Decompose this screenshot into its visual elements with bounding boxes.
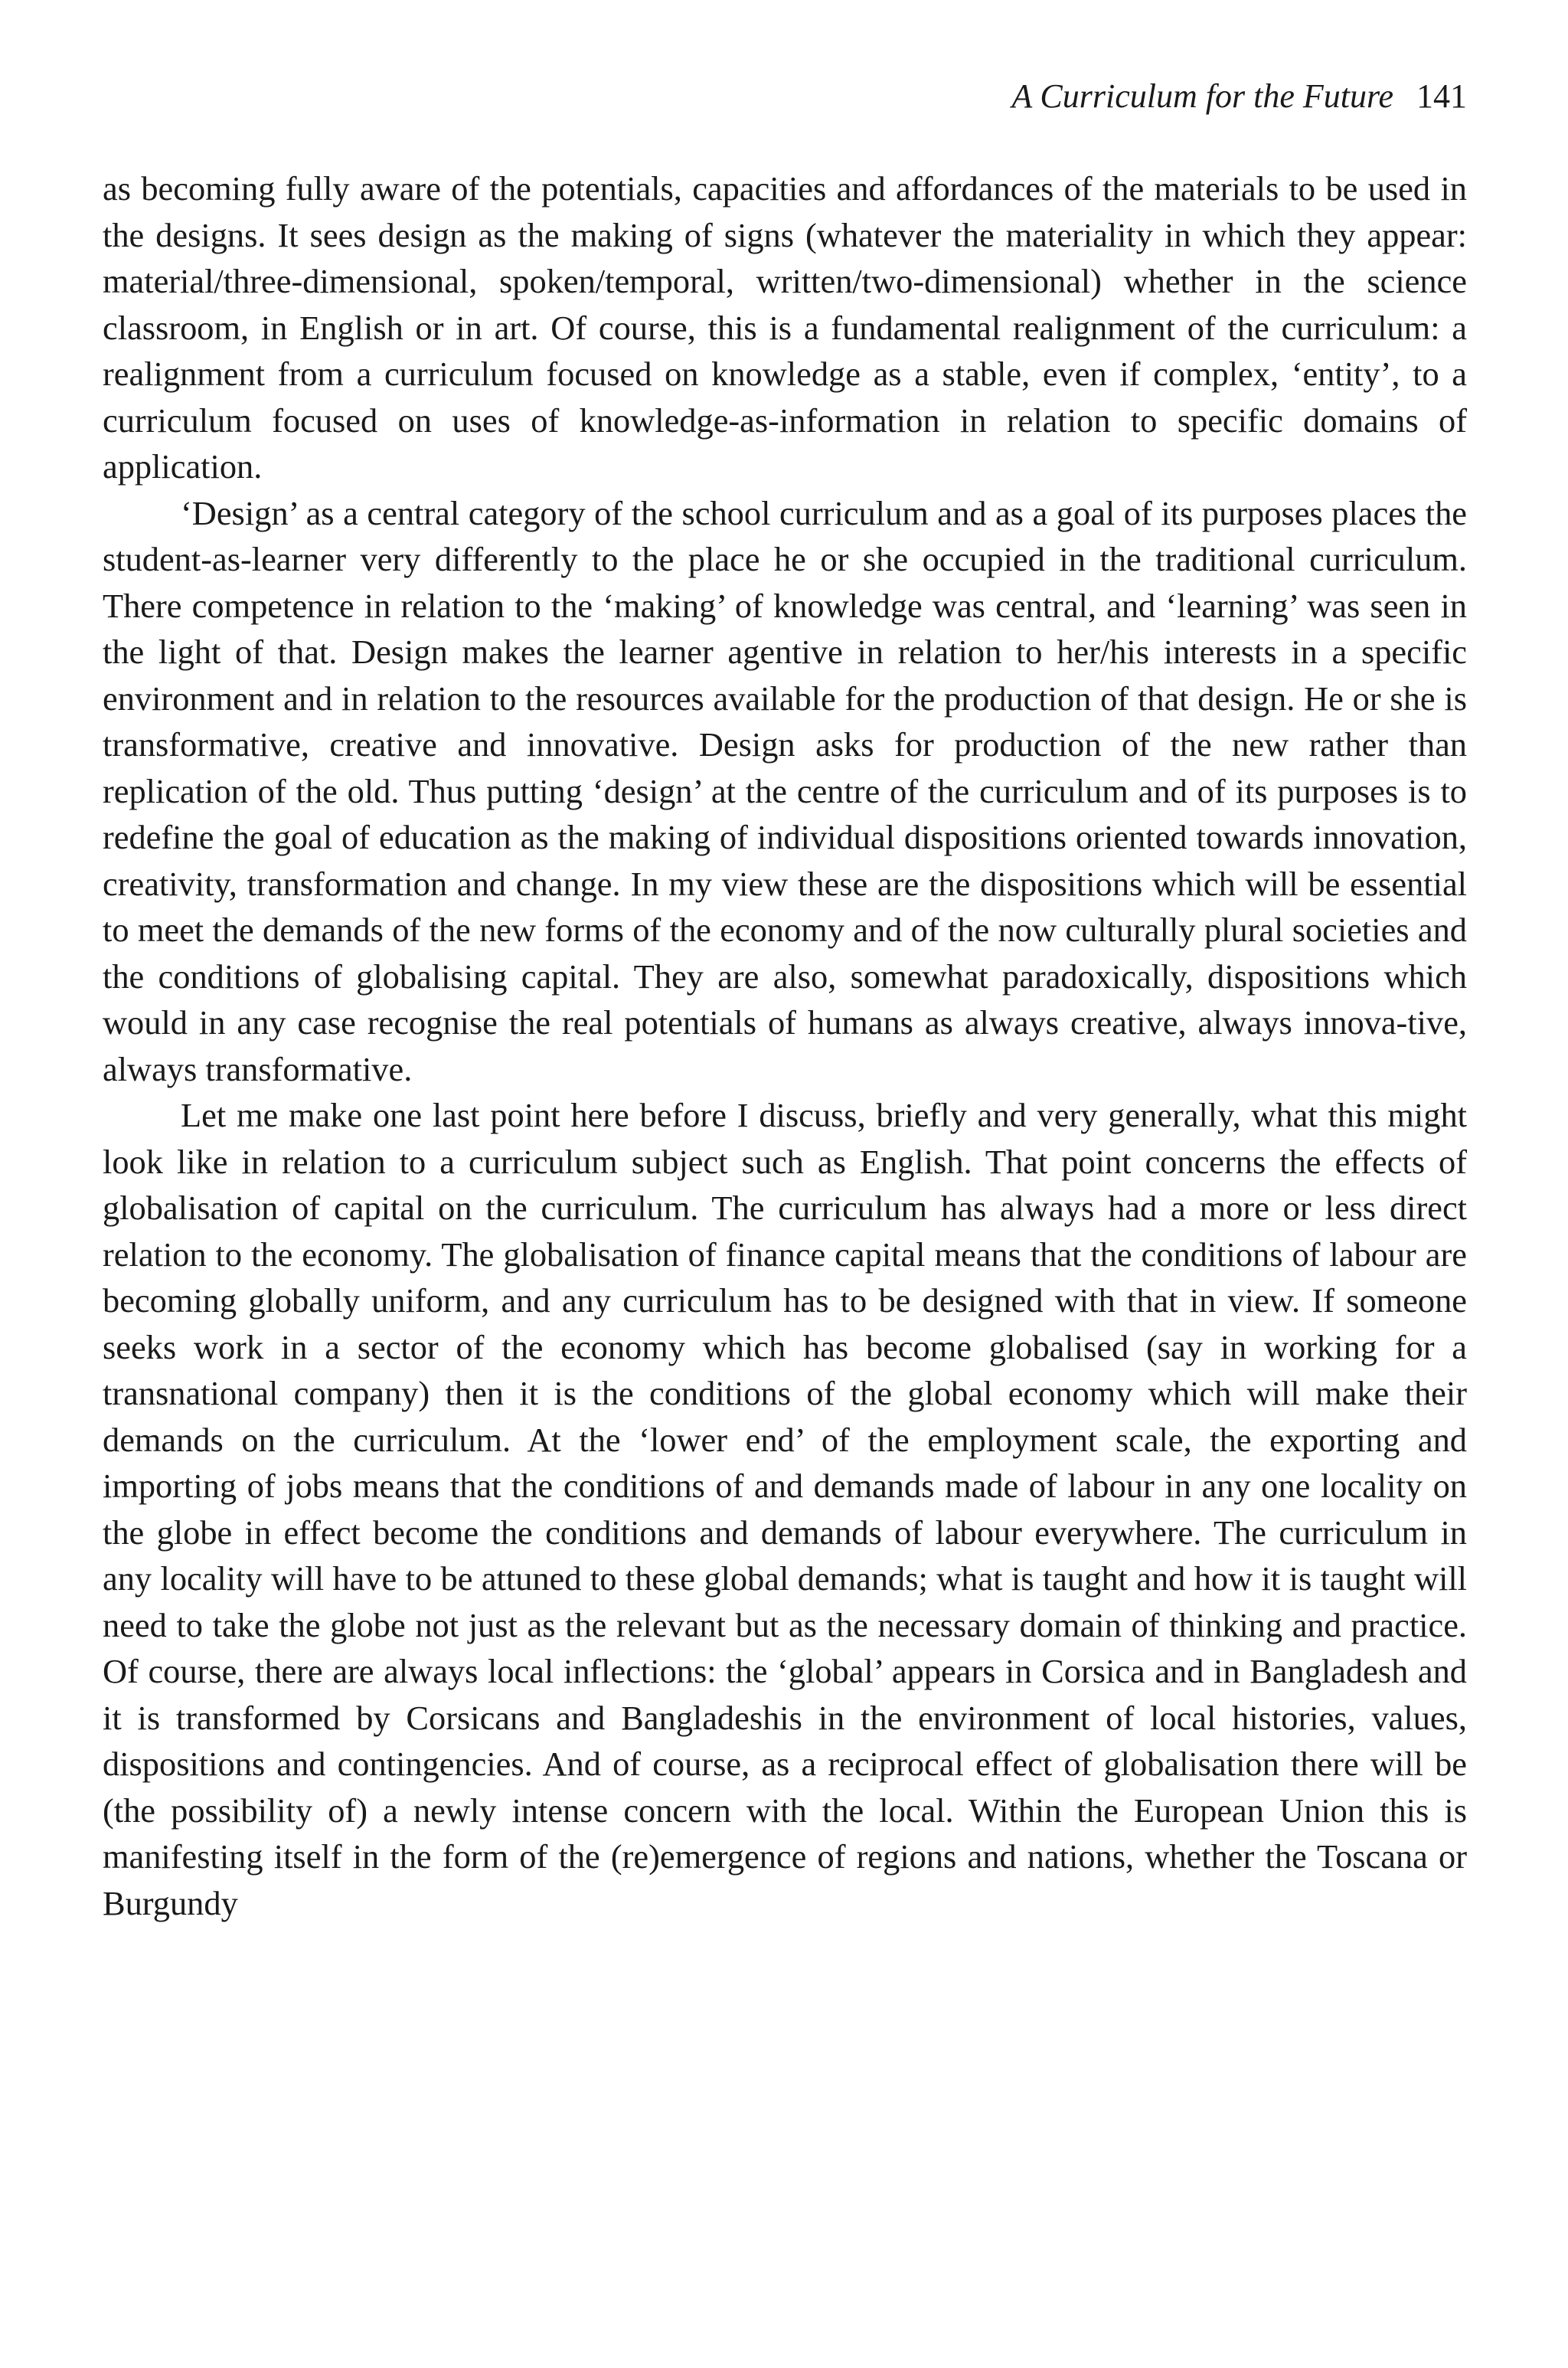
paragraph-globalisation: Let me make one last point here before I discuss, briefly and very generally, what this might look like in relation to a curriculum subject such as English. That point concerns the effects of globalisation of capital on the curriculum. The curriculum has always had a more or less direct relation to the economy. The globalisation of finance capital means that the conditions of labour are becoming globally uniform, and any curriculum has to be designed with that in view. If someone seeks work in a sector of the economy which has become globalised (say in working for a transnational company) then it is the conditions of the global economy which will make their demands on the curriculum. At the ‘lower end’ of the employment scale, the exporting and importing of jobs means that the conditions of and demands made of labour in any one locality on the globe in effect become the conditions and demands of labour everywhere. The curriculum in any locality will have to be attuned to these global demands; what is taught and how it is taught will need to take the globe not just as the relevant but as the necessary domain of thinking and practice. Of course, there are always local inflections: the ‘global’ appears in Corsica and in Bangladesh and it is transformed by Corsicans and Bangladeshis in the environment of local histories, values, dispositions and contingencies. And of course, as a reciprocal effect of globalisation there will be (the possibility of) a newly intense concern with the local. Within the European Union this is manifesting itself in the form of the (re)emergence of regions and nations, whether the Toscana or Burgundy	[103, 1096, 1467, 1922]
body-text	[103, 165, 1467, 1926]
page-number: 141	[1416, 77, 1467, 115]
running-head	[1011, 74, 1467, 119]
paragraph-design: ‘Design’ as a central category of the school curriculum and as a goal of its purposes places the student-as-learner very differently to the place he or she occupied in the traditional curriculum. There competence in relation to the ‘making’ of knowledge was central, and ‘learning’ was seen in the light of that. Design makes the learner agentive in relation to her/his interests in a specific environment and in relation to the resources available for the production of that design. He or she is transformative, creative and innovative. Design asks for production of the new rather than replication of the old. Thus putting ‘design’ at the centre of the curriculum and of its purposes is to redefine the goal of education as the making of individual dispositions oriented towards innovation, creativity, transformation and change. In my view these are the dispositions which will be essential to meet the demands of the new forms of the economy and of the now culturally plural societies and the conditions of globalising capital. They are also, somewhat paradoxically, dispositions which would in any case recognise the real potentials of humans as always creative, always innova-tive, always transformative.	[103, 493, 1467, 1088]
paragraph-continued: as becoming fully aware of the potentials, capacities and affordances of the materials to be used in the designs. It sees design as the making of signs (whatever the materiality in which they appear: material/three-dimensional, spoken/temporal, written/two-dimensional) whether in the science classroom, in English or in art. Of course, this is a fundamental realignment of the curriculum: a realignment from a curriculum focused on knowledge as a stable, even if complex, ‘entity’, to a curriculum focused on uses of knowledge-as-information in relation to specific domains of application.	[103, 169, 1467, 486]
running-head-title: A Curriculum for the Future	[1011, 77, 1393, 115]
